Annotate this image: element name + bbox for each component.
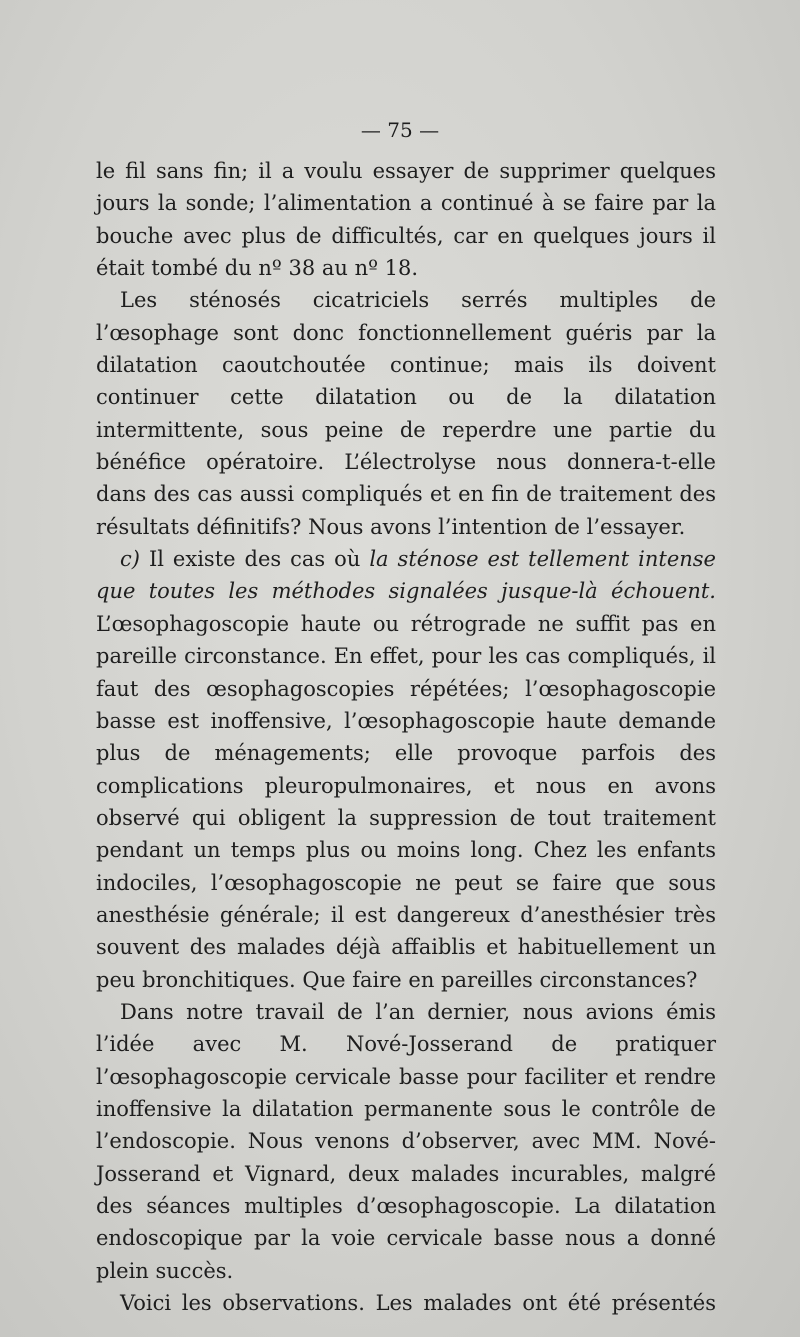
emphasized-phrase: la sténose est tellement intense que toutes les méthodes signalées jusque-là échouent. (96, 547, 716, 604)
paragraph-5: Voici les observations. Les malades ont été présentés (120, 1291, 716, 1316)
paragraph-3 (96, 543, 716, 996)
paragraph-3-lead: Il existe des cas où (139, 547, 370, 572)
body-text (96, 155, 716, 1319)
paragraph-3-rest: L’œsophagoscopie haute ou rétrograde ne suffit pas en pareille circonstance. En effet, pour les cas compliqués, il faut des œsophagoscopies répétées; l’œsophagoscopie basse est inoffensive, l’œsophagoscopie haute demande plus de ménagements; elle provoque parfois des complications pleuropulmonaires, et nous en avons observé qui obligent la suppression de tout traitement pendant un temps plus ou moins long. Chez les enfants indociles, l’œsophagoscopie ne peut se faire que sous anesthésie générale; il est dangereux d’anesthésier très souvent des malades déjà affaiblis et habituellement un peu bronchitiques. Que faire en pareilles circonstances? (96, 611, 716, 992)
section-label: c) (120, 547, 140, 572)
paragraph-2: Les sténosés cicatriciels serrés multiples de l’œsophage sont donc fonctionnellement guéris par la dilatation caoutchoutée continue; mais ils doivent continuer cette dilatation ou de la dilatation intermittente, sous peine de reperdre une partie du bénéfice opératoire. L’électrolyse nous donnera-t-elle dans des cas aussi compliqués et en fin de traitement des résultats définitifs? Nous avons l’intention de l’essayer. (96, 288, 716, 539)
paragraph-1: le fil sans fin; il a voulu essayer de supprimer quelques jours la sonde; l’alimentation a continué à se faire par la bouche avec plus de difficultés, car en quelques jours il était tombé du nº 38 au nº 18. (96, 159, 716, 281)
paragraph-4: Dans notre travail de l’an dernier, nous avions émis l’idée avec M. Nové-Josserand de pratiquer l’œsophagoscopie cervicale basse pour faciliter et rendre inoffensive la dilatation permanente sous le contrôle de l’endoscopie. Nous venons d’observer, avec MM. Nové-Josserand et Vignard, deux malades incurables, malgré des séances multiples d’œsophagoscopie. La dilatation endoscopique par la voie cervicale basse nous a donné plein succès. (96, 999, 716, 1283)
page-number: — 75 — (360, 118, 440, 142)
